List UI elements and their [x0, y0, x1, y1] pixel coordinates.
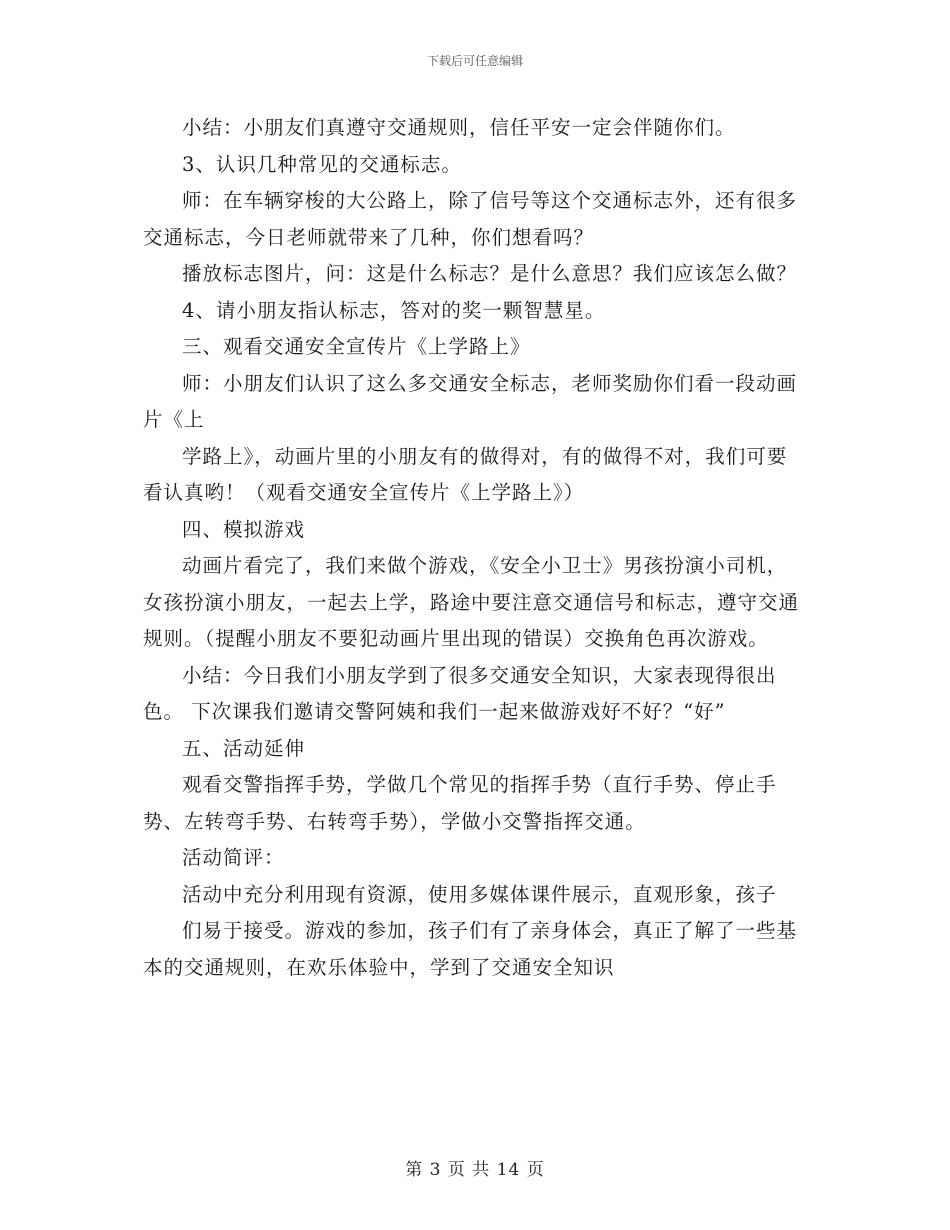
- page-number: 第 3 页 共 14 页: [405, 1160, 545, 1180]
- paragraph: 们易于接受。游戏的参加，孩子们有了亲身体会，真正了解了一些基本的交通规则，在欢乐体验中，学到了交通安全知识: [143, 919, 798, 979]
- paragraph: 学路上》，动画片里的小朋友有的做得对，有的做得不对，我们可要看认真哟！（观看交通安全宣传片《上学路上》）: [143, 444, 788, 504]
- paragraph: 师：在车辆穿梭的大公路上，除了信号等这个交通标志外，还有很多交通标志，今日老师就带来了几种，你们想看吗？: [143, 189, 798, 249]
- paragraph: 播放标志图片，问：这是什么标志？是什么意思？我们应该怎么做？: [182, 262, 798, 285]
- page-header: 下载后可任意编辑: [426, 54, 523, 68]
- paragraph: 活动中充分利用现有资源，使用多媒体课件展示，直观形象，孩子: [182, 882, 777, 906]
- section-heading: 五、活动延伸: [182, 736, 306, 760]
- paragraph: 4、请小朋友指认标志，答对的奖一颗智慧星。: [182, 298, 606, 322]
- paragraph: 师：小朋友们认识了这么多交通安全标志，老师奖励你们看一段动画片《上: [143, 371, 798, 431]
- document-body: [143, 110, 803, 986]
- section-heading: 三、观看交通安全宣传片《上学路上》: [182, 335, 531, 358]
- paragraph: 活动简评：: [182, 846, 285, 869]
- section-heading: 四、模拟游戏: [182, 517, 306, 541]
- paragraph: 3、认识几种常见的交通标志。: [182, 152, 462, 176]
- paragraph: 观看交警指挥手势，学做几个常见的指挥手势（直行手势、停止手势、左转弯手势、右转弯手势），学做小交警指挥交通。: [143, 773, 777, 833]
- paragraph: 小结：小朋友们真遵守交通规则，信任平安一定会伴随你们。: [182, 116, 736, 139]
- paragraph: 小结：今日我们小朋友学到了很多交通安全知识，大家表现得很出色。 下次课我们邀请交警阿姨和我们一起来做游戏好不好？“好”: [143, 663, 777, 723]
- paragraph: 动画片看完了，我们来做个游戏，《安全小卫士》男孩扮演小司机，女孩扮演小朋友，一起去上学，路途中要注意交通信号和标志，遵守交通规则。（提醒小朋友不要犯动画片里出现的错误）交换角色再次游戏。: [143, 554, 800, 650]
